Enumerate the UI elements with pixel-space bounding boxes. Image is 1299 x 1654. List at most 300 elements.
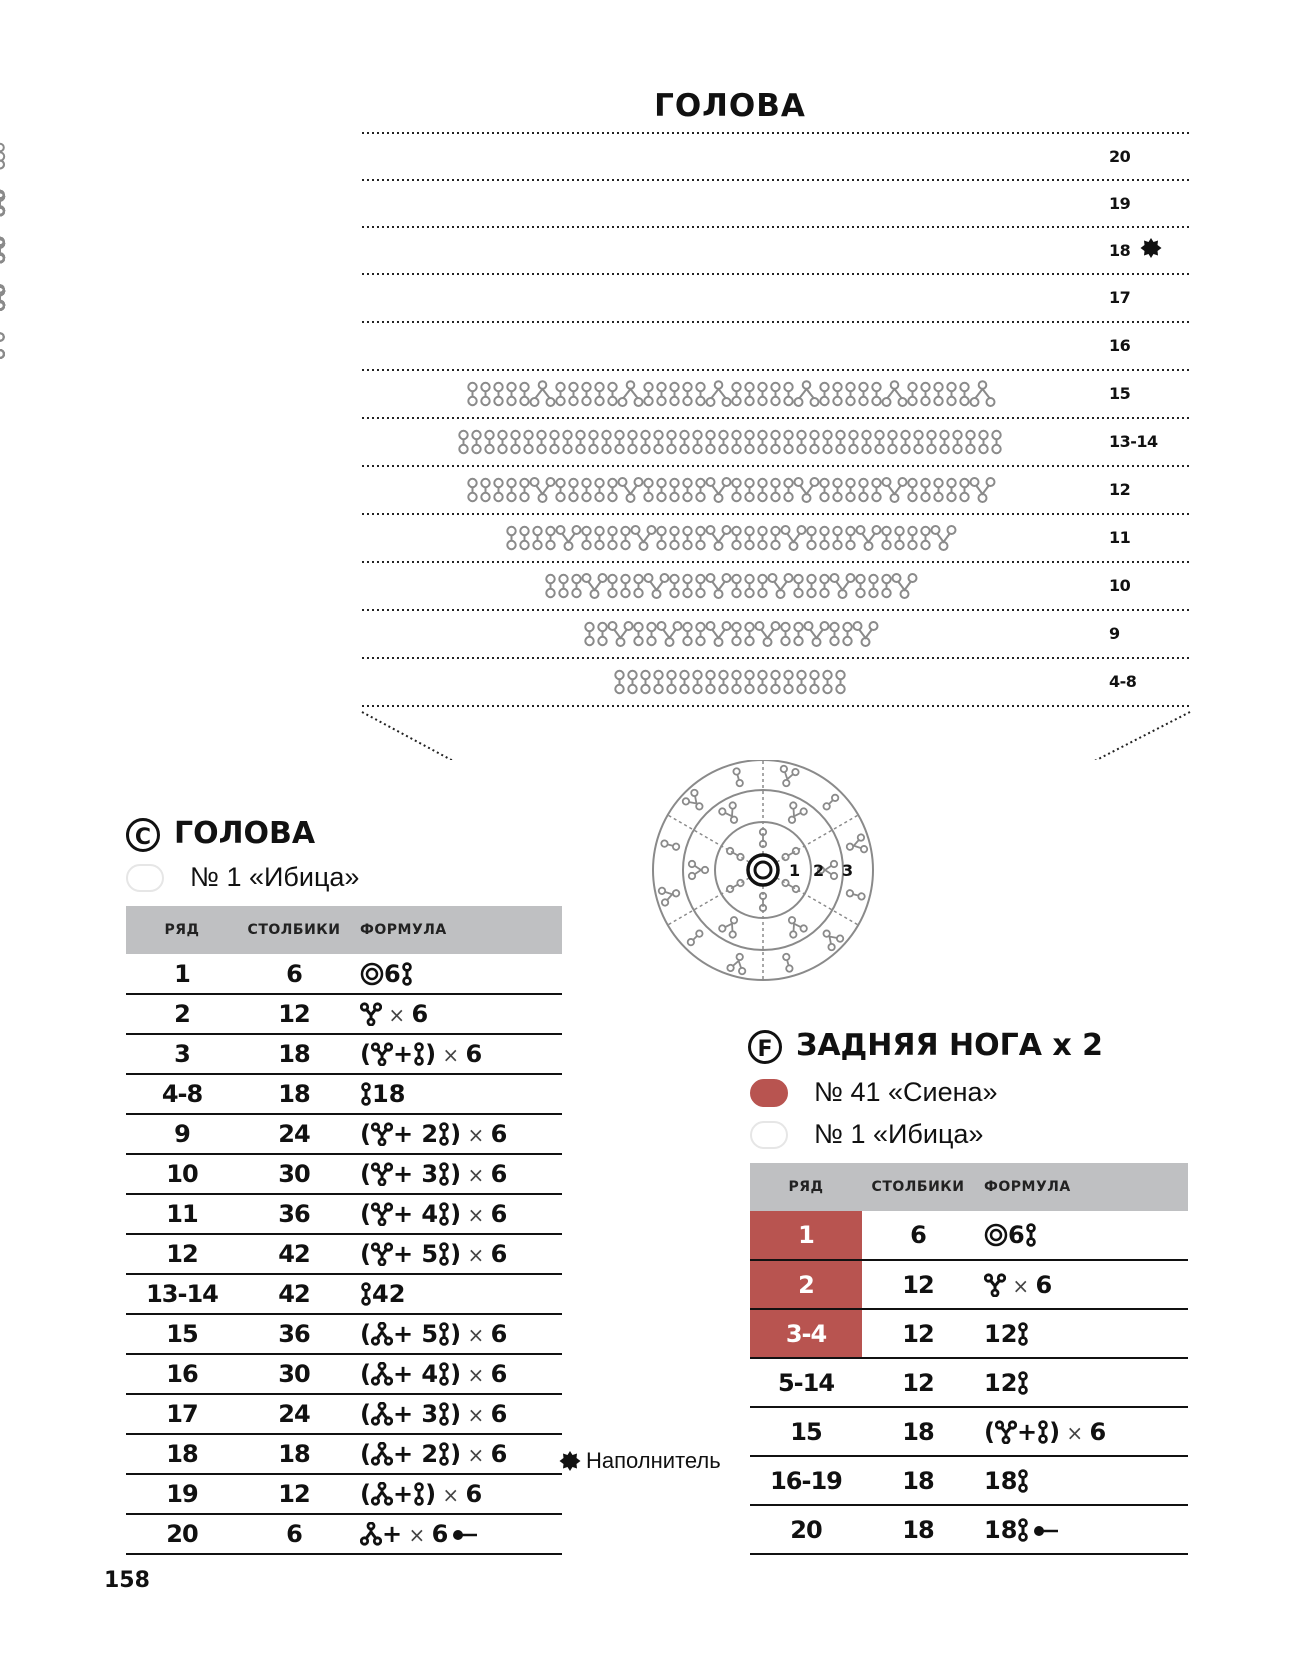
sc-stitch bbox=[843, 623, 851, 645]
sc-stitch bbox=[784, 671, 792, 693]
sc-stitch bbox=[872, 479, 880, 501]
row-chart bbox=[0, 0, 1299, 760]
inc-icon bbox=[371, 1042, 393, 1066]
sc-stitch bbox=[846, 527, 854, 549]
round-sc-stitch bbox=[781, 847, 800, 862]
magic-ring-outer bbox=[748, 855, 778, 885]
sc-stitch bbox=[794, 623, 802, 645]
sc-icon bbox=[438, 1402, 450, 1426]
sc-stitch bbox=[745, 431, 753, 453]
row-number: 3-4 bbox=[750, 1309, 862, 1358]
stuffing-label: Наполнитель bbox=[586, 1448, 721, 1473]
stitch-count: 24 bbox=[238, 1114, 350, 1154]
dec-icon bbox=[371, 1322, 393, 1346]
round-inc-stitch bbox=[782, 913, 808, 939]
sc-stitch bbox=[559, 575, 567, 597]
round-inc-stitch bbox=[718, 801, 744, 827]
sc-stitch bbox=[556, 383, 564, 405]
table-row bbox=[126, 1114, 562, 1154]
round-sc-stitch bbox=[760, 829, 766, 847]
leg-yarn-1 bbox=[750, 1077, 998, 1108]
sc-stitch bbox=[859, 479, 867, 501]
sc-stitch bbox=[608, 383, 616, 405]
sc-stitch bbox=[481, 383, 489, 405]
sc-stitch bbox=[563, 431, 571, 453]
row-number: 10 bbox=[126, 1154, 238, 1194]
sc-stitch bbox=[621, 575, 629, 597]
sc-stitch bbox=[641, 431, 649, 453]
chart-row-19 bbox=[0, 191, 4, 216]
sc-stitch bbox=[823, 671, 831, 693]
inc-stitch bbox=[707, 478, 731, 502]
slip-stitch-icon bbox=[452, 1528, 478, 1542]
sc-stitch bbox=[719, 431, 727, 453]
sc-stitch bbox=[862, 431, 870, 453]
sc-stitch bbox=[693, 431, 701, 453]
sc-stitch bbox=[507, 527, 515, 549]
dec-icon bbox=[360, 1522, 382, 1546]
chart-row-4-8 bbox=[615, 671, 844, 693]
inc-stitch bbox=[658, 622, 682, 646]
inc-stitch bbox=[782, 526, 806, 550]
row-label: 9 bbox=[1109, 624, 1120, 643]
sc-stitch bbox=[706, 431, 714, 453]
dec-stitch bbox=[0, 333, 4, 358]
sc-stitch bbox=[745, 623, 753, 645]
formula: ( + 3 ) × 6 bbox=[350, 1154, 562, 1194]
inc-icon bbox=[360, 1002, 382, 1026]
sc-icon bbox=[438, 1242, 450, 1266]
stuffing-icon bbox=[559, 1450, 581, 1472]
stitch-count: 12 bbox=[238, 1474, 350, 1514]
dec-stitch bbox=[707, 381, 731, 406]
magic-ring-icon bbox=[984, 1223, 1008, 1247]
round-sc-stitch bbox=[822, 793, 840, 811]
sc-stitch bbox=[992, 431, 1000, 453]
sc-stitch bbox=[758, 575, 766, 597]
row-number: 15 bbox=[750, 1407, 862, 1456]
sc-stitch bbox=[966, 431, 974, 453]
sc-stitch bbox=[947, 383, 955, 405]
dec-stitch bbox=[883, 381, 907, 406]
sc-stitch bbox=[507, 479, 515, 501]
slip-stitch-icon bbox=[1033, 1524, 1059, 1538]
yarn-swatch bbox=[126, 864, 164, 892]
table-header-row bbox=[126, 906, 562, 954]
round-sc-stitch bbox=[726, 847, 745, 862]
sc-stitch bbox=[820, 527, 828, 549]
table-row bbox=[750, 1505, 1188, 1554]
formula: 6 bbox=[974, 1211, 1188, 1260]
sc-icon bbox=[401, 962, 413, 986]
row-label: 10 bbox=[1109, 576, 1131, 595]
sc-stitch bbox=[927, 431, 935, 453]
page-number: 158 bbox=[104, 1568, 150, 1593]
row-number: 15 bbox=[126, 1314, 238, 1354]
table-row bbox=[126, 1074, 562, 1114]
sc-stitch bbox=[556, 479, 564, 501]
sc-stitch bbox=[680, 671, 688, 693]
sc-stitch bbox=[771, 431, 779, 453]
sc-stitch bbox=[595, 479, 603, 501]
row-number: 4-8 bbox=[126, 1074, 238, 1114]
formula: + × 6 bbox=[350, 1514, 562, 1554]
sc-stitch bbox=[921, 479, 929, 501]
inc-stitch bbox=[769, 574, 793, 598]
sc-stitch bbox=[683, 575, 691, 597]
sc-stitch bbox=[934, 479, 942, 501]
stitch-count: 18 bbox=[238, 1074, 350, 1114]
stitch-count: 42 bbox=[238, 1234, 350, 1274]
sc-icon bbox=[438, 1122, 450, 1146]
dec-icon bbox=[371, 1362, 393, 1386]
head-section-title bbox=[126, 816, 315, 852]
sc-stitch bbox=[960, 479, 968, 501]
sc-stitch bbox=[908, 527, 916, 549]
table-row bbox=[126, 1514, 562, 1554]
inc-stitch bbox=[854, 622, 878, 646]
sc-stitch bbox=[608, 527, 616, 549]
sc-icon bbox=[360, 1082, 372, 1106]
sc-stitch bbox=[670, 575, 678, 597]
sc-stitch bbox=[608, 479, 616, 501]
inc-stitch bbox=[707, 574, 731, 598]
sc-stitch bbox=[533, 527, 541, 549]
round-sc-stitch bbox=[686, 929, 704, 947]
inc-stitch bbox=[707, 622, 731, 646]
inc-stitch bbox=[932, 526, 956, 550]
sc-stitch bbox=[667, 431, 675, 453]
stitch-count: 12 bbox=[862, 1358, 974, 1407]
sc-stitch bbox=[602, 431, 610, 453]
table-row bbox=[750, 1309, 1188, 1358]
sc-stitch bbox=[670, 479, 678, 501]
sc-stitch bbox=[797, 431, 805, 453]
row-label: 16 bbox=[1109, 336, 1131, 355]
section-letter-f: F bbox=[748, 1030, 782, 1064]
sc-stitch bbox=[589, 431, 597, 453]
col-header-formula: ФОРМУЛА bbox=[350, 906, 562, 954]
table-row bbox=[750, 1456, 1188, 1505]
sc-stitch bbox=[481, 479, 489, 501]
stitch-count: 36 bbox=[238, 1194, 350, 1234]
sc-stitch bbox=[888, 431, 896, 453]
row-label: 20 bbox=[1109, 146, 1131, 166]
sc-stitch bbox=[758, 431, 766, 453]
sc-icon bbox=[438, 1442, 450, 1466]
leg-table bbox=[750, 1163, 1188, 1555]
sc-stitch bbox=[979, 431, 987, 453]
sc-stitch bbox=[0, 287, 4, 309]
sc-stitch bbox=[784, 383, 792, 405]
table-row bbox=[750, 1260, 1188, 1309]
sc-stitch bbox=[875, 431, 883, 453]
sc-stitch bbox=[680, 431, 688, 453]
sc-stitch bbox=[507, 383, 515, 405]
sc-stitch bbox=[846, 383, 854, 405]
inc-stitch bbox=[619, 478, 643, 502]
sc-icon bbox=[1037, 1420, 1049, 1444]
sc-stitch bbox=[696, 575, 704, 597]
table-row bbox=[126, 1274, 562, 1314]
sc-stitch bbox=[921, 383, 929, 405]
sc-stitch bbox=[784, 431, 792, 453]
sc-stitch bbox=[810, 671, 818, 693]
inc-stitch bbox=[557, 526, 581, 550]
chart-row-11 bbox=[507, 526, 955, 550]
stitch-count: 6 bbox=[238, 1514, 350, 1554]
leg-yarn-2 bbox=[750, 1119, 983, 1150]
sc-stitch bbox=[771, 383, 779, 405]
sc-stitch bbox=[719, 671, 727, 693]
formula: ( + 4 ) × 6 bbox=[350, 1354, 562, 1394]
sc-stitch bbox=[615, 671, 623, 693]
formula: × 6 bbox=[350, 994, 562, 1034]
stitch-count: 18 bbox=[862, 1456, 974, 1505]
sc-stitch bbox=[745, 383, 753, 405]
chart-row-9 bbox=[585, 622, 877, 646]
row-number: 3 bbox=[126, 1034, 238, 1074]
table-row bbox=[126, 1394, 562, 1434]
section-letter-c: C bbox=[126, 818, 160, 852]
sc-stitch bbox=[576, 431, 584, 453]
sc-stitch bbox=[696, 383, 704, 405]
row-label: 15 bbox=[1109, 384, 1131, 403]
sc-stitch bbox=[745, 575, 753, 597]
sc-stitch bbox=[732, 671, 740, 693]
yarn-swatch bbox=[750, 1121, 788, 1149]
stitch-count: 12 bbox=[862, 1309, 974, 1358]
formula: × 6 bbox=[974, 1260, 1188, 1309]
row-label: 19 bbox=[1109, 193, 1131, 213]
sc-stitch bbox=[647, 623, 655, 645]
col-header-count: СТОЛБИКИ bbox=[862, 1163, 974, 1211]
round-inc-stitch bbox=[844, 834, 868, 857]
sc-stitch bbox=[582, 527, 590, 549]
sc-stitch bbox=[745, 527, 753, 549]
table-row bbox=[126, 1234, 562, 1274]
sc-stitch bbox=[846, 479, 854, 501]
sc-stitch bbox=[595, 527, 603, 549]
dec-stitch bbox=[531, 381, 555, 406]
sc-stitch bbox=[820, 383, 828, 405]
chart-row-15 bbox=[468, 381, 994, 406]
sc-icon bbox=[1025, 1223, 1037, 1247]
sc-stitch bbox=[641, 671, 649, 693]
sc-stitch bbox=[797, 671, 805, 693]
sc-stitch bbox=[732, 479, 740, 501]
inc-icon bbox=[371, 1122, 393, 1146]
stuffing-icon bbox=[1140, 237, 1162, 259]
chart-row-18 bbox=[0, 238, 4, 263]
sc-stitch bbox=[771, 527, 779, 549]
sc-stitch bbox=[732, 527, 740, 549]
sc-stitch bbox=[657, 527, 665, 549]
sc-stitch bbox=[524, 431, 532, 453]
formula: ( + 3 ) × 6 bbox=[350, 1394, 562, 1434]
stitch-count: 12 bbox=[238, 994, 350, 1034]
sc-stitch bbox=[849, 431, 857, 453]
sc-stitch bbox=[696, 479, 704, 501]
col-header-formula: ФОРМУЛА bbox=[974, 1163, 1188, 1211]
sc-stitch bbox=[537, 431, 545, 453]
sc-icon bbox=[413, 1042, 425, 1066]
stitch-count: 36 bbox=[238, 1314, 350, 1354]
round-sc-stitch bbox=[846, 889, 865, 900]
sc-stitch bbox=[833, 383, 841, 405]
sc-stitch bbox=[781, 623, 789, 645]
sc-stitch bbox=[908, 383, 916, 405]
sc-stitch bbox=[569, 383, 577, 405]
sc-stitch bbox=[940, 431, 948, 453]
yarn-label: № 41 «Сиена» bbox=[814, 1077, 998, 1107]
sc-stitch bbox=[758, 671, 766, 693]
inc-stitch bbox=[632, 526, 656, 550]
sc-stitch bbox=[856, 575, 864, 597]
sc-stitch bbox=[794, 575, 802, 597]
round-sc-stitch bbox=[661, 840, 680, 851]
formula: ( + 5 ) × 6 bbox=[350, 1314, 562, 1354]
col-header-row: РЯД bbox=[126, 906, 238, 954]
yarn-label: № 1 «Ибица» bbox=[814, 1119, 984, 1149]
row-label: 18 bbox=[1109, 240, 1131, 260]
leg-section-title bbox=[748, 1028, 1103, 1064]
stitch-count: 30 bbox=[238, 1154, 350, 1194]
sc-stitch bbox=[654, 431, 662, 453]
yarn-swatch bbox=[750, 1079, 788, 1107]
sc-stitch bbox=[882, 575, 890, 597]
sc-stitch bbox=[732, 431, 740, 453]
sc-stitch bbox=[696, 623, 704, 645]
sc-stitch bbox=[758, 527, 766, 549]
sc-stitch bbox=[628, 431, 636, 453]
sc-stitch bbox=[634, 623, 642, 645]
sc-stitch bbox=[468, 479, 476, 501]
sc-stitch bbox=[498, 431, 506, 453]
sc-stitch bbox=[683, 479, 691, 501]
sc-stitch bbox=[608, 575, 616, 597]
round-label-1: 1 bbox=[789, 861, 801, 880]
sc-stitch bbox=[0, 239, 4, 261]
sc-stitch bbox=[820, 575, 828, 597]
sc-stitch bbox=[615, 431, 623, 453]
row-label: 12 bbox=[1109, 480, 1131, 499]
sc-stitch bbox=[546, 575, 554, 597]
inc-stitch bbox=[531, 478, 555, 502]
round-inc-stitch bbox=[718, 913, 744, 939]
stitch-count: 12 bbox=[862, 1260, 974, 1309]
sc-stitch bbox=[572, 575, 580, 597]
chart-row-12 bbox=[468, 478, 994, 502]
sc-icon bbox=[438, 1322, 450, 1346]
sc-stitch bbox=[934, 383, 942, 405]
table-row bbox=[750, 1211, 1188, 1260]
sc-stitch bbox=[550, 431, 558, 453]
formula: 18 bbox=[974, 1505, 1188, 1554]
row-number: 19 bbox=[126, 1474, 238, 1514]
sc-icon bbox=[1017, 1371, 1029, 1395]
formula: 12 bbox=[974, 1309, 1188, 1358]
chart-row-17 bbox=[0, 285, 4, 310]
sc-stitch bbox=[859, 383, 867, 405]
sc-stitch bbox=[869, 575, 877, 597]
table-row bbox=[750, 1407, 1188, 1456]
round-label-3: 3 bbox=[842, 861, 854, 880]
formula: ( + ) × 6 bbox=[350, 1034, 562, 1074]
sc-stitch bbox=[908, 479, 916, 501]
formula: ( + 2 ) × 6 bbox=[350, 1114, 562, 1154]
chart-row-10 bbox=[546, 574, 916, 598]
inc-icon bbox=[984, 1273, 1006, 1297]
row-number: 2 bbox=[750, 1260, 862, 1309]
sc-stitch bbox=[582, 383, 590, 405]
head-yarn-1 bbox=[126, 862, 359, 893]
row-number: 12 bbox=[126, 1234, 238, 1274]
formula: 12 bbox=[974, 1358, 1188, 1407]
sc-icon bbox=[1017, 1518, 1029, 1542]
round-diagram bbox=[650, 760, 910, 1000]
sc-stitch bbox=[732, 575, 740, 597]
sc-icon bbox=[438, 1362, 450, 1386]
formula: ( + 5 ) × 6 bbox=[350, 1234, 562, 1274]
sc-stitch bbox=[683, 623, 691, 645]
table-row bbox=[750, 1358, 1188, 1407]
row-label: 11 bbox=[1109, 528, 1131, 547]
formula: 18 bbox=[974, 1456, 1188, 1505]
dec-icon bbox=[371, 1402, 393, 1426]
sc-stitch bbox=[494, 479, 502, 501]
inc-stitch bbox=[883, 478, 907, 502]
sc-stitch bbox=[830, 623, 838, 645]
row-number: 16-19 bbox=[750, 1456, 862, 1505]
table-row bbox=[126, 1354, 562, 1394]
inc-icon bbox=[371, 1242, 393, 1266]
row-number: 1 bbox=[750, 1211, 862, 1260]
sc-stitch bbox=[683, 383, 691, 405]
sc-stitch bbox=[758, 479, 766, 501]
sc-stitch bbox=[960, 383, 968, 405]
chart-row-16 bbox=[0, 333, 4, 358]
sc-stitch bbox=[895, 527, 903, 549]
sc-stitch bbox=[520, 383, 528, 405]
sc-stitch bbox=[921, 527, 929, 549]
round-inc-stitch bbox=[658, 884, 682, 907]
sc-icon bbox=[1017, 1322, 1029, 1346]
table-row bbox=[126, 994, 562, 1034]
formula: ( + ) × 6 bbox=[974, 1407, 1188, 1456]
sc-stitch bbox=[657, 479, 665, 501]
sc-stitch bbox=[807, 527, 815, 549]
inc-stitch bbox=[645, 574, 669, 598]
row-number: 2 bbox=[126, 994, 238, 1034]
row-number: 13-14 bbox=[126, 1274, 238, 1314]
dec-stitch bbox=[795, 381, 819, 406]
table-row bbox=[126, 1474, 562, 1514]
stitch-count: 6 bbox=[238, 954, 350, 994]
table-row bbox=[126, 1194, 562, 1234]
round-sc-stitch bbox=[726, 879, 745, 894]
sc-stitch bbox=[644, 479, 652, 501]
sc-stitch bbox=[807, 575, 815, 597]
stitch-count: 18 bbox=[238, 1434, 350, 1474]
inc-stitch bbox=[583, 574, 607, 598]
table-header-row bbox=[750, 1163, 1188, 1211]
sc-stitch bbox=[823, 431, 831, 453]
stitch-count: 18 bbox=[862, 1407, 974, 1456]
sc-stitch bbox=[732, 623, 740, 645]
inc-stitch bbox=[893, 574, 917, 598]
sc-stitch bbox=[472, 431, 480, 453]
